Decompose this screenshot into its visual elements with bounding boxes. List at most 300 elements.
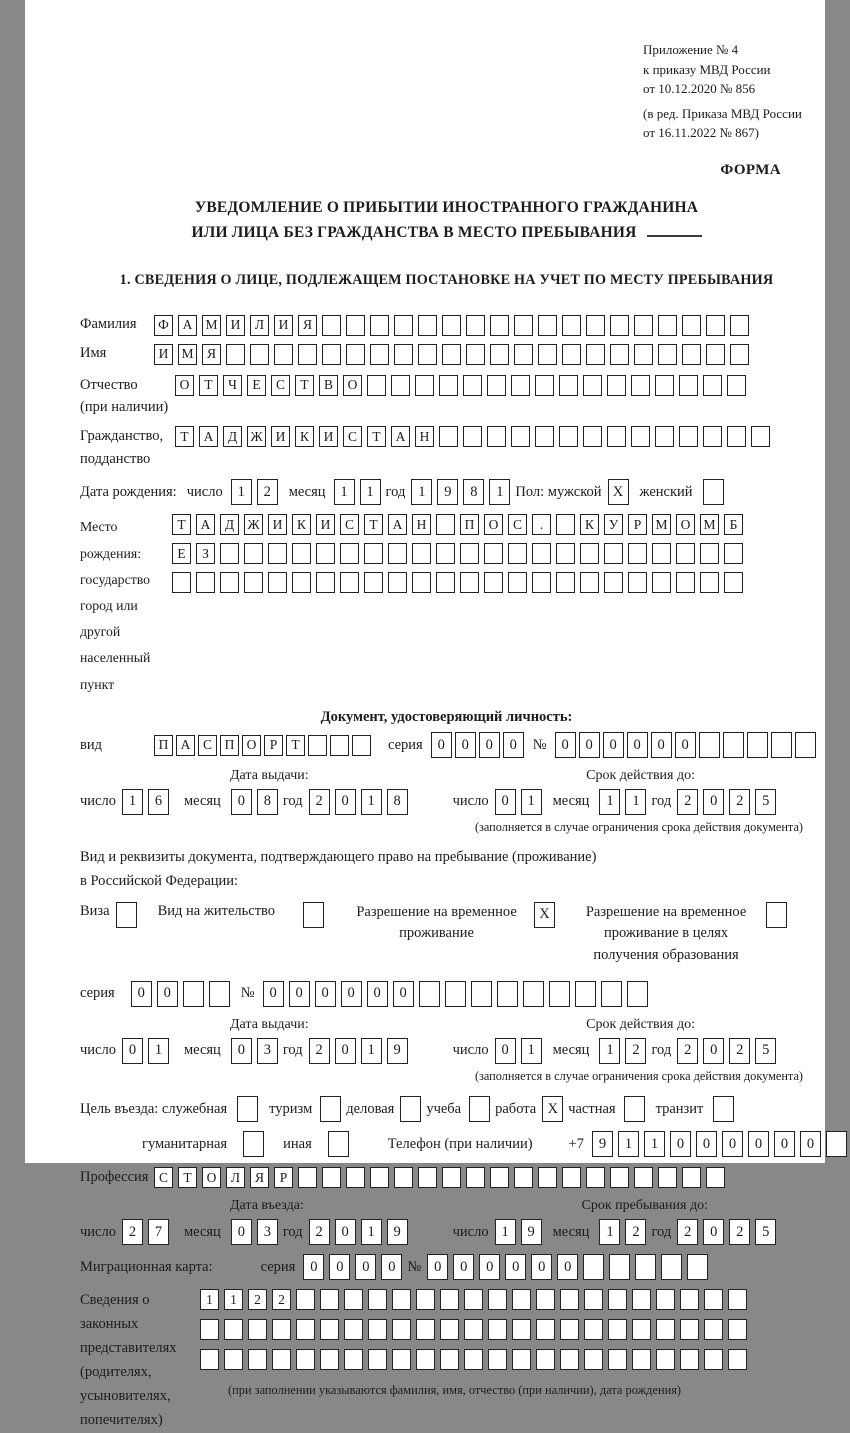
char-cell: 0 (748, 1131, 769, 1157)
char-cell: 1 (489, 479, 510, 505)
char-cell (292, 543, 311, 564)
char-cell (392, 1319, 411, 1340)
char-cell (706, 344, 725, 365)
char-cell: Н (412, 514, 431, 535)
res-series-cells (131, 981, 235, 1007)
doc-type-cells (154, 735, 374, 756)
char-cell (487, 375, 506, 396)
char-cell (419, 981, 440, 1007)
patronymic-row (80, 374, 813, 419)
char-cell (416, 1289, 435, 1310)
char-cell (224, 1349, 243, 1370)
char-cell (367, 375, 386, 396)
char-cell (172, 572, 191, 593)
char-cell: З (196, 543, 215, 564)
char-cell: Б (724, 514, 743, 535)
char-cell: 0 (131, 981, 152, 1007)
char-cell (298, 1167, 317, 1188)
char-cell (556, 572, 575, 593)
char-cell (418, 344, 437, 365)
char-cell: 0 (703, 1038, 724, 1064)
char-cell (661, 1254, 682, 1280)
res-dates-row: число 0 1 месяц 0 3 год 2 0 1 9 число 0 1 месяц 1 2 год 2 0 2 5 (80, 1038, 813, 1064)
char-cell: Т (199, 375, 218, 396)
char-cell (656, 1289, 675, 1310)
char-cell (608, 1349, 627, 1370)
char-cell: X (542, 1096, 563, 1122)
char-cell: 0 (122, 1038, 143, 1064)
char-cell (512, 1289, 531, 1310)
char-cell: 9 (437, 479, 458, 505)
char-cell: Р (274, 1167, 293, 1188)
char-cell (490, 344, 509, 365)
entry-day-cells (122, 1219, 174, 1245)
temp-residence-edu-box (766, 902, 792, 928)
mig-series-label: серия (260, 1258, 296, 1275)
char-cell: М (202, 315, 221, 336)
char-cell (464, 1349, 483, 1370)
char-cell: 3 (257, 1219, 278, 1245)
representatives-rows (200, 1289, 752, 1399)
char-cell (607, 426, 626, 447)
char-cell: Ч (223, 375, 242, 396)
char-cell: 0 (367, 981, 388, 1007)
char-cell (682, 344, 701, 365)
char-cell: 1 (625, 789, 646, 815)
char-cell: 0 (341, 981, 362, 1007)
char-cell (220, 543, 239, 564)
char-cell: 2 (677, 1219, 698, 1245)
char-cell: 0 (531, 1254, 552, 1280)
char-cell: 0 (335, 1038, 356, 1064)
char-cell (344, 1289, 363, 1310)
char-cell (322, 315, 341, 336)
char-cell (436, 572, 455, 593)
char-cell: О (242, 735, 261, 756)
char-cell: 0 (557, 1254, 578, 1280)
char-cell (316, 543, 335, 564)
char-cell: 2 (677, 789, 698, 815)
birthplace-block (80, 514, 813, 697)
char-cell (724, 572, 743, 593)
char-cell: Р (264, 735, 283, 756)
char-cell (580, 543, 599, 564)
birth-day-label: число (186, 483, 223, 500)
char-cell (464, 1319, 483, 1340)
char-cell: 0 (453, 1254, 474, 1280)
char-cell: Р (628, 514, 647, 535)
char-cell (610, 315, 629, 336)
char-cell (250, 344, 269, 365)
surname-label: Фамилия (80, 316, 137, 333)
doc-dates-header (80, 767, 813, 786)
char-cell (346, 1167, 365, 1188)
char-cell (676, 572, 695, 593)
res-series-label: серия (80, 985, 115, 1002)
char-cell (728, 1319, 747, 1340)
given-name-label: Имя (80, 345, 107, 362)
char-cell (700, 572, 719, 593)
char-cell (370, 1167, 389, 1188)
char-cell (538, 344, 557, 365)
char-cell: 0 (800, 1131, 821, 1157)
business-label: деловая (346, 1100, 395, 1117)
char-cell (439, 426, 458, 447)
char-cell (466, 315, 485, 336)
char-cell (469, 1096, 490, 1122)
doc-dates-row: число 1 6 месяц 0 8 год 2 0 1 8 число 0 1 месяц 1 1 год 2 0 2 5 (80, 789, 813, 815)
char-cell (392, 1349, 411, 1370)
section1-heading: 1. СВЕДЕНИЯ О ЛИЦЕ, ПОДЛЕЖАЩЕМ ПОСТАНОВКЕ НА УЧЕТ ПО МЕСТУ ПРЕБЫВАНИЯ (119, 272, 774, 289)
char-cell (604, 543, 623, 564)
appendix-line-1: Приложение № 4 (643, 42, 739, 57)
char-cell: 0 (651, 732, 672, 758)
char-cell (346, 315, 365, 336)
char-cell (655, 426, 674, 447)
char-cell (368, 1289, 387, 1310)
char-cell: X (534, 902, 555, 928)
char-cell: И (154, 344, 173, 365)
stay-until-label: Срок пребывания до: (581, 1198, 708, 1214)
char-cell (586, 1167, 605, 1188)
char-cell: 0 (335, 789, 356, 815)
form-title (80, 196, 813, 246)
char-cell: И (274, 315, 293, 336)
char-cell: 1 (618, 1131, 639, 1157)
char-cell: 2 (257, 479, 278, 505)
char-cell (512, 1319, 531, 1340)
phone-prefix: +7 (568, 1135, 584, 1152)
char-cell: 0 (263, 981, 284, 1007)
char-cell (460, 572, 479, 593)
char-cell (632, 1319, 651, 1340)
mig-number-label: № (407, 1258, 422, 1275)
char-cell: 0 (555, 732, 576, 758)
char-cell (766, 902, 787, 928)
char-cell (562, 1167, 581, 1188)
doc-validity-note: (заполняется в случае ограничения срока действия документа) (474, 820, 803, 835)
char-cell: И (268, 514, 287, 535)
res-valid-day-cells (495, 1038, 547, 1064)
char-cell: А (391, 426, 410, 447)
char-cell (388, 572, 407, 593)
char-cell: О (202, 1167, 221, 1188)
birth-month-label: месяц (288, 483, 326, 500)
appendix-line-3: от 10.12.2020 № 856 (643, 81, 756, 96)
char-cell (237, 1096, 258, 1122)
char-cell: Т (295, 375, 314, 396)
residence-doc-kinds-row (80, 902, 813, 967)
char-cell (706, 315, 725, 336)
char-cell (243, 1131, 264, 1157)
char-cell: Е (172, 543, 191, 564)
char-cell (514, 1167, 533, 1188)
form-page (25, 0, 825, 1428)
char-cell (116, 902, 137, 928)
char-cell: В (319, 375, 338, 396)
char-cell (320, 1096, 341, 1122)
appendix-line-2: к приказу МВД России (643, 61, 771, 77)
char-cell: 0 (427, 1254, 448, 1280)
char-cell (728, 1349, 747, 1370)
char-cell: С (508, 514, 527, 535)
char-cell (584, 1349, 603, 1370)
char-cell: 6 (148, 789, 169, 815)
representatives-row-2 (200, 1319, 752, 1340)
char-cell (322, 344, 341, 365)
char-cell: 1 (599, 789, 620, 815)
char-cell (400, 1096, 421, 1122)
char-cell: 2 (625, 1038, 646, 1064)
char-cell (608, 1289, 627, 1310)
char-cell: У (604, 514, 623, 535)
char-cell (655, 375, 674, 396)
citizenship-label: Гражданство, подданство (80, 428, 164, 467)
char-cell (703, 375, 722, 396)
char-cell (679, 375, 698, 396)
char-cell (628, 572, 647, 593)
char-cell (418, 315, 437, 336)
mig-series-cells (303, 1254, 407, 1280)
char-cell: И (319, 426, 338, 447)
char-cell (727, 375, 746, 396)
char-cell (488, 1349, 507, 1370)
doc-valid-until-label: Срок действия до: (586, 768, 695, 784)
char-cell (658, 344, 677, 365)
char-cell: П (460, 514, 479, 535)
char-cell: 0 (431, 732, 452, 758)
char-cell: Т (178, 1167, 197, 1188)
char-cell: П (220, 735, 239, 756)
char-cell: 0 (722, 1131, 743, 1157)
visa-box (116, 902, 142, 928)
char-cell (560, 1289, 579, 1310)
char-cell: И (316, 514, 335, 535)
patronymic-cells (175, 375, 751, 396)
char-cell (706, 1167, 725, 1188)
char-cell (296, 1349, 315, 1370)
char-cell (292, 572, 311, 593)
char-cell: С (154, 1167, 173, 1188)
sex-male-label: Пол: мужской (515, 483, 602, 500)
char-cell: 1 (334, 479, 355, 505)
sex-female-label: женский (639, 483, 693, 500)
char-cell: 0 (455, 732, 476, 758)
work-label: работа (495, 1100, 537, 1117)
char-cell (535, 375, 554, 396)
char-cell: 1 (361, 789, 382, 815)
char-cell: 0 (703, 789, 724, 815)
char-cell: С (271, 375, 290, 396)
doc-issue-day-cells (122, 789, 174, 815)
char-cell: 0 (696, 1131, 717, 1157)
char-cell (442, 344, 461, 365)
char-cell (700, 543, 719, 564)
char-cell (680, 1349, 699, 1370)
char-cell: Е (247, 375, 266, 396)
char-cell: 5 (755, 1038, 776, 1064)
char-cell (268, 572, 287, 593)
private-label: частная (568, 1100, 616, 1117)
char-cell: С (340, 514, 359, 535)
char-cell: К (295, 426, 314, 447)
char-cell (320, 1289, 339, 1310)
char-cell: 0 (503, 732, 524, 758)
temp-residence-box (534, 902, 560, 928)
char-cell: 2 (248, 1289, 267, 1310)
char-cell (344, 1319, 363, 1340)
appendix-line-4: (в ред. Приказа МВД России (643, 105, 802, 121)
res-dates-header (80, 1016, 813, 1035)
char-cell: Ф (154, 315, 173, 336)
appendix-block (643, 40, 850, 143)
char-cell (466, 1167, 485, 1188)
char-cell: 0 (393, 981, 414, 1007)
char-cell: 0 (603, 732, 624, 758)
char-cell: 1 (411, 479, 432, 505)
char-cell (680, 1319, 699, 1340)
char-cell (724, 543, 743, 564)
char-cell (549, 981, 570, 1007)
char-cell: 9 (387, 1219, 408, 1245)
char-cell (656, 1349, 675, 1370)
char-cell: 0 (675, 732, 696, 758)
char-cell (497, 981, 518, 1007)
purpose-humanitarian-box (243, 1131, 269, 1157)
char-cell (442, 315, 461, 336)
char-cell (727, 426, 746, 447)
char-cell (771, 732, 792, 758)
char-cell: 2 (309, 1038, 330, 1064)
char-cell (368, 1319, 387, 1340)
char-cell (556, 514, 575, 535)
char-cell (209, 981, 230, 1007)
char-cell (391, 375, 410, 396)
char-cell (583, 1254, 604, 1280)
entry-month-cells (231, 1219, 283, 1245)
char-cell (394, 344, 413, 365)
char-cell (523, 981, 544, 1007)
stay-month-cells (599, 1219, 651, 1245)
char-cell: 1 (224, 1289, 243, 1310)
char-cell (652, 543, 671, 564)
char-cell (220, 572, 239, 593)
stay-day-cells (495, 1219, 547, 1245)
char-cell (484, 572, 503, 593)
res-number-label: № (240, 985, 255, 1002)
sex-female-box (703, 479, 729, 505)
char-cell: 0 (670, 1131, 691, 1157)
form-title-line-1: УВЕДОМЛЕНИЕ О ПРИБЫТИИ ИНОСТРАННОГО ГРАЖДАНИНА (194, 198, 699, 216)
entry-date-label: Дата въезда: (230, 1198, 304, 1214)
residence-permit-label: Вид на жительство (157, 902, 276, 919)
char-cell (658, 315, 677, 336)
char-cell (538, 315, 557, 336)
surname-row (80, 315, 813, 336)
char-cell: 0 (495, 1038, 516, 1064)
char-cell (586, 344, 605, 365)
char-cell (316, 572, 335, 593)
char-cell (703, 426, 722, 447)
char-cell: О (676, 514, 695, 535)
char-cell (703, 479, 724, 505)
char-cell: . (532, 514, 551, 535)
char-cell (512, 1349, 531, 1370)
char-cell (460, 543, 479, 564)
purpose-private-box (624, 1096, 650, 1122)
entry-year-cells (309, 1219, 413, 1245)
char-cell (463, 426, 482, 447)
doc-number-label: № (532, 736, 547, 753)
char-cell (368, 1349, 387, 1370)
char-cell: П (154, 735, 173, 756)
char-cell (272, 1349, 291, 1370)
char-cell: 1 (521, 789, 542, 815)
char-cell (632, 1349, 651, 1370)
mig-number-cells (427, 1254, 713, 1280)
birthplace-label: Место рождения: государство город или другой населенный пункт (80, 519, 151, 692)
doc-number-cells (555, 732, 819, 758)
res-validity-note: (заполняется в случае ограничения срока действия документа) (474, 1068, 803, 1083)
char-cell (608, 1319, 627, 1340)
purpose-study-box (469, 1096, 495, 1122)
char-cell: 1 (361, 1038, 382, 1064)
char-cell (308, 735, 327, 756)
char-cell (508, 543, 527, 564)
char-cell: С (343, 426, 362, 447)
char-cell (330, 735, 349, 756)
char-cell: 0 (355, 1254, 376, 1280)
char-cell (248, 1319, 267, 1340)
phone-cells (592, 1131, 850, 1157)
identity-doc-heading: Документ, удостоверяющий личность: (320, 708, 573, 725)
char-cell (680, 1289, 699, 1310)
char-cell (631, 375, 650, 396)
char-cell (656, 1319, 675, 1340)
char-cell (416, 1349, 435, 1370)
char-cell: 0 (479, 732, 500, 758)
char-cell: Я (298, 315, 317, 336)
purpose-row-2 (80, 1131, 813, 1157)
char-cell: 0 (381, 1254, 402, 1280)
char-cell (514, 344, 533, 365)
char-cell: Н (415, 426, 434, 447)
char-cell (488, 1319, 507, 1340)
purpose-lead-label: Цель въезда: служебная (80, 1100, 228, 1117)
char-cell (484, 543, 503, 564)
char-cell (652, 572, 671, 593)
char-cell (370, 315, 389, 336)
char-cell (634, 1167, 653, 1188)
char-cell (730, 315, 749, 336)
doc-type-label: вид (80, 736, 102, 753)
char-cell (634, 315, 653, 336)
surname-cells (154, 315, 754, 336)
res-series-row (80, 981, 813, 1007)
char-cell: М (700, 514, 719, 535)
char-cell (562, 315, 581, 336)
char-cell (268, 543, 287, 564)
char-cell (303, 902, 324, 928)
char-cell (536, 1289, 555, 1310)
char-cell: О (343, 375, 362, 396)
char-cell: 1 (231, 479, 252, 505)
representatives-label: Сведения о законных представителях (родителях, усыновителях, попечителях) (80, 1292, 177, 1428)
study-label: учеба (426, 1100, 462, 1117)
char-cell: 0 (329, 1254, 350, 1280)
char-cell (418, 1167, 437, 1188)
char-cell (723, 732, 744, 758)
